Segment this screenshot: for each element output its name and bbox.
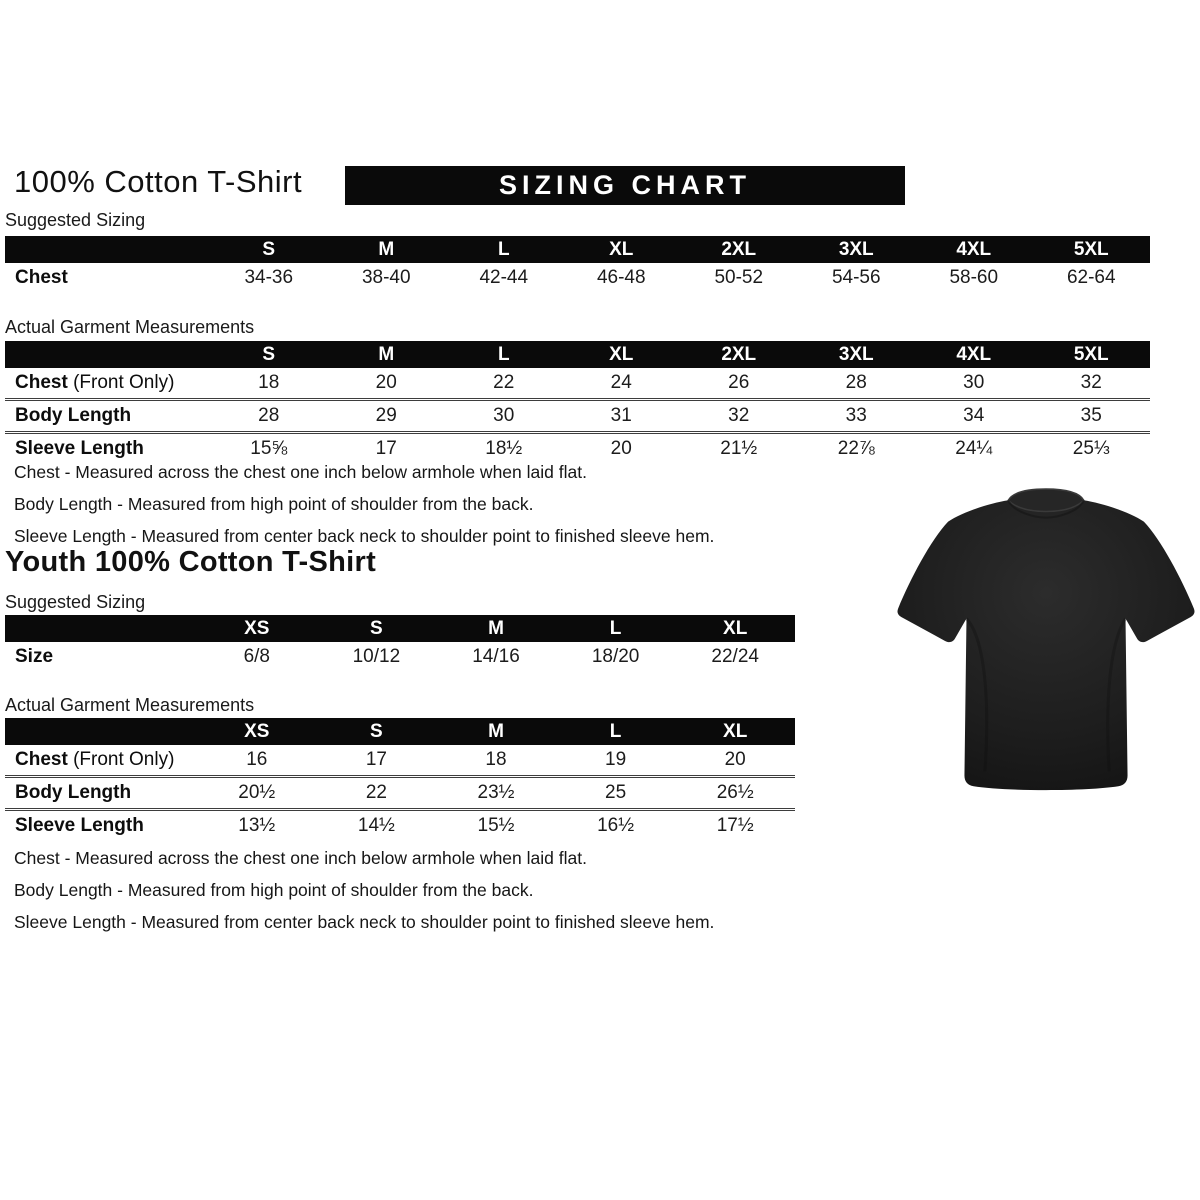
note-sleeve-length: Sleeve Length - Measured from center back neck to shoulder point to finished sleeve hem.: [14, 912, 715, 932]
table-cell: 20: [375, 372, 397, 393]
column-header: S: [370, 618, 383, 639]
column-header: L: [609, 618, 622, 639]
table-header-bar: [5, 341, 1150, 368]
note-body-length: Body Length - Measured from high point of shoulder from the back.: [14, 494, 534, 514]
table-cell: 58-60: [949, 267, 999, 288]
table-cell: 13½: [238, 815, 276, 836]
table-cell: 18: [485, 749, 507, 770]
table-header-bar: [5, 718, 795, 745]
column-header: XL: [609, 239, 634, 260]
table-cell: 14/16: [472, 646, 520, 667]
column-header: L: [497, 239, 510, 260]
table-cell: 26: [728, 372, 750, 393]
table-cell: 38-40: [361, 267, 411, 288]
table-cell: 35: [1080, 405, 1102, 426]
table-cell: 16½: [597, 815, 635, 836]
table-cell: 32: [728, 405, 750, 426]
table-cell: 10/12: [352, 646, 401, 667]
black-tshirt-image: [893, 486, 1199, 802]
column-header: 3XL: [838, 344, 874, 365]
column-header: M: [488, 721, 504, 742]
table-cell: 17: [365, 749, 387, 770]
youth-suggested-sizing-table: [5, 615, 795, 672]
table-cell: 22: [365, 782, 387, 803]
row-label: Body Length: [15, 782, 132, 803]
note-chest: Chest - Measured across the chest one inch below armhole when laid flat.: [14, 848, 587, 868]
column-header: M: [378, 239, 395, 260]
table-cell: 54-56: [831, 267, 881, 288]
column-header: 5XL: [1073, 239, 1109, 260]
table-cell: 31: [610, 405, 632, 426]
table-cell: 17: [375, 438, 397, 459]
column-header: XL: [723, 721, 748, 742]
table-cell: 20: [610, 438, 632, 459]
adult-actual-measurements-label: Actual Garment Measurements: [5, 317, 255, 337]
table-row: [5, 398, 1150, 431]
row-label: Chest: [15, 267, 68, 288]
column-header: M: [378, 344, 395, 365]
page-title: 100% Cotton T-Shirt: [14, 164, 303, 199]
youth-measurement-notes: [14, 842, 714, 938]
table-cell: 34-36: [244, 267, 294, 288]
tshirt-collar: [1008, 489, 1083, 511]
table-cell: 30: [963, 372, 985, 393]
table-cell: 17½: [716, 815, 754, 836]
table-row: [5, 642, 795, 672]
row-label: Size: [15, 646, 54, 667]
table-cell: 29: [375, 405, 397, 426]
table-cell: 22⅞: [837, 438, 875, 459]
table-cell: 23½: [477, 782, 515, 803]
column-header: XL: [609, 344, 634, 365]
column-header: XS: [244, 618, 270, 639]
table-cell: 16: [246, 749, 268, 770]
column-header: 2XL: [721, 239, 757, 260]
column-header: M: [488, 618, 504, 639]
table-cell: 14½: [357, 815, 395, 836]
table-cell: 15½: [477, 815, 515, 836]
column-header: S: [262, 344, 276, 365]
adult-actual-measurements-table: [5, 341, 1150, 464]
column-header: S: [370, 721, 383, 742]
table-row: [5, 368, 1150, 398]
table-cell: 26½: [716, 782, 754, 803]
table-cell: 62-64: [1066, 267, 1116, 288]
column-header: 3XL: [838, 239, 874, 260]
column-header: XL: [723, 618, 748, 639]
row-label: Sleeve Length: [15, 438, 144, 459]
youth-suggested-sizing-label: Suggested Sizing: [5, 592, 146, 612]
table-cell: 28: [845, 372, 867, 393]
table-header-bar: [5, 615, 795, 642]
row-label: Body Length: [15, 405, 132, 426]
column-header: 4XL: [956, 239, 992, 260]
table-row: [5, 808, 795, 841]
table-cell: 24¼: [955, 438, 993, 459]
table-row: [5, 745, 795, 775]
note-sleeve-length: Sleeve Length - Measured from center back neck to shoulder point to finished sleeve hem.: [14, 526, 715, 546]
table-cell: 18½: [485, 438, 523, 459]
adult-measurement-notes: [14, 456, 714, 552]
row-label: Chest (Front Only): [15, 372, 175, 393]
table-cell: 34: [963, 405, 985, 426]
table-cell: 6/8: [243, 646, 270, 667]
youth-actual-measurements-table: [5, 718, 795, 841]
table-cell: 21½: [720, 438, 758, 459]
table-cell: 42-44: [479, 267, 529, 288]
table-cell: 15⅝: [250, 438, 288, 459]
table-cell: 19: [605, 749, 627, 770]
table-cell: 32: [1080, 372, 1102, 393]
table-cell: 24: [610, 372, 632, 393]
column-header: 5XL: [1073, 344, 1109, 365]
table-cell: 20: [724, 749, 746, 770]
table-row: [5, 263, 1150, 293]
table-cell: 22: [493, 372, 515, 393]
note-body-length: Body Length - Measured from high point of shoulder from the back.: [14, 880, 534, 900]
column-header: 4XL: [956, 344, 992, 365]
adult-suggested-sizing-table: [5, 236, 1150, 293]
table-cell: 22/24: [711, 646, 759, 667]
table-row: [5, 775, 795, 808]
table-cell: 25⅓: [1072, 438, 1110, 459]
note-chest: Chest - Measured across the chest one inch below armhole when laid flat.: [14, 462, 587, 482]
column-header: XS: [244, 721, 270, 742]
row-label: Chest (Front Only): [15, 749, 175, 770]
row-label: Sleeve Length: [15, 815, 144, 836]
table-cell: 50-52: [714, 267, 764, 288]
table-cell: 46-48: [596, 267, 646, 288]
sizing-chart-banner: [345, 166, 905, 205]
table-cell: 18/20: [591, 646, 640, 667]
tshirt-body: [898, 500, 1195, 790]
table-cell: 28: [258, 405, 280, 426]
table-cell: 30: [493, 405, 515, 426]
table-cell: 18: [258, 372, 280, 393]
table-header-bar: [5, 236, 1150, 263]
column-header: S: [262, 239, 276, 260]
youth-actual-measurements-label: Actual Garment Measurements: [5, 695, 255, 715]
table-cell: 20½: [238, 782, 276, 803]
column-header: 2XL: [721, 344, 757, 365]
table-cell: 25: [605, 782, 627, 803]
youth-title: Youth 100% Cotton T-Shirt: [5, 546, 377, 578]
adult-suggested-sizing-label: Suggested Sizing: [5, 210, 146, 230]
column-header: L: [609, 721, 622, 742]
table-cell: 33: [845, 405, 867, 426]
banner-label: SIZING CHART: [499, 170, 751, 200]
column-header: L: [497, 344, 510, 365]
